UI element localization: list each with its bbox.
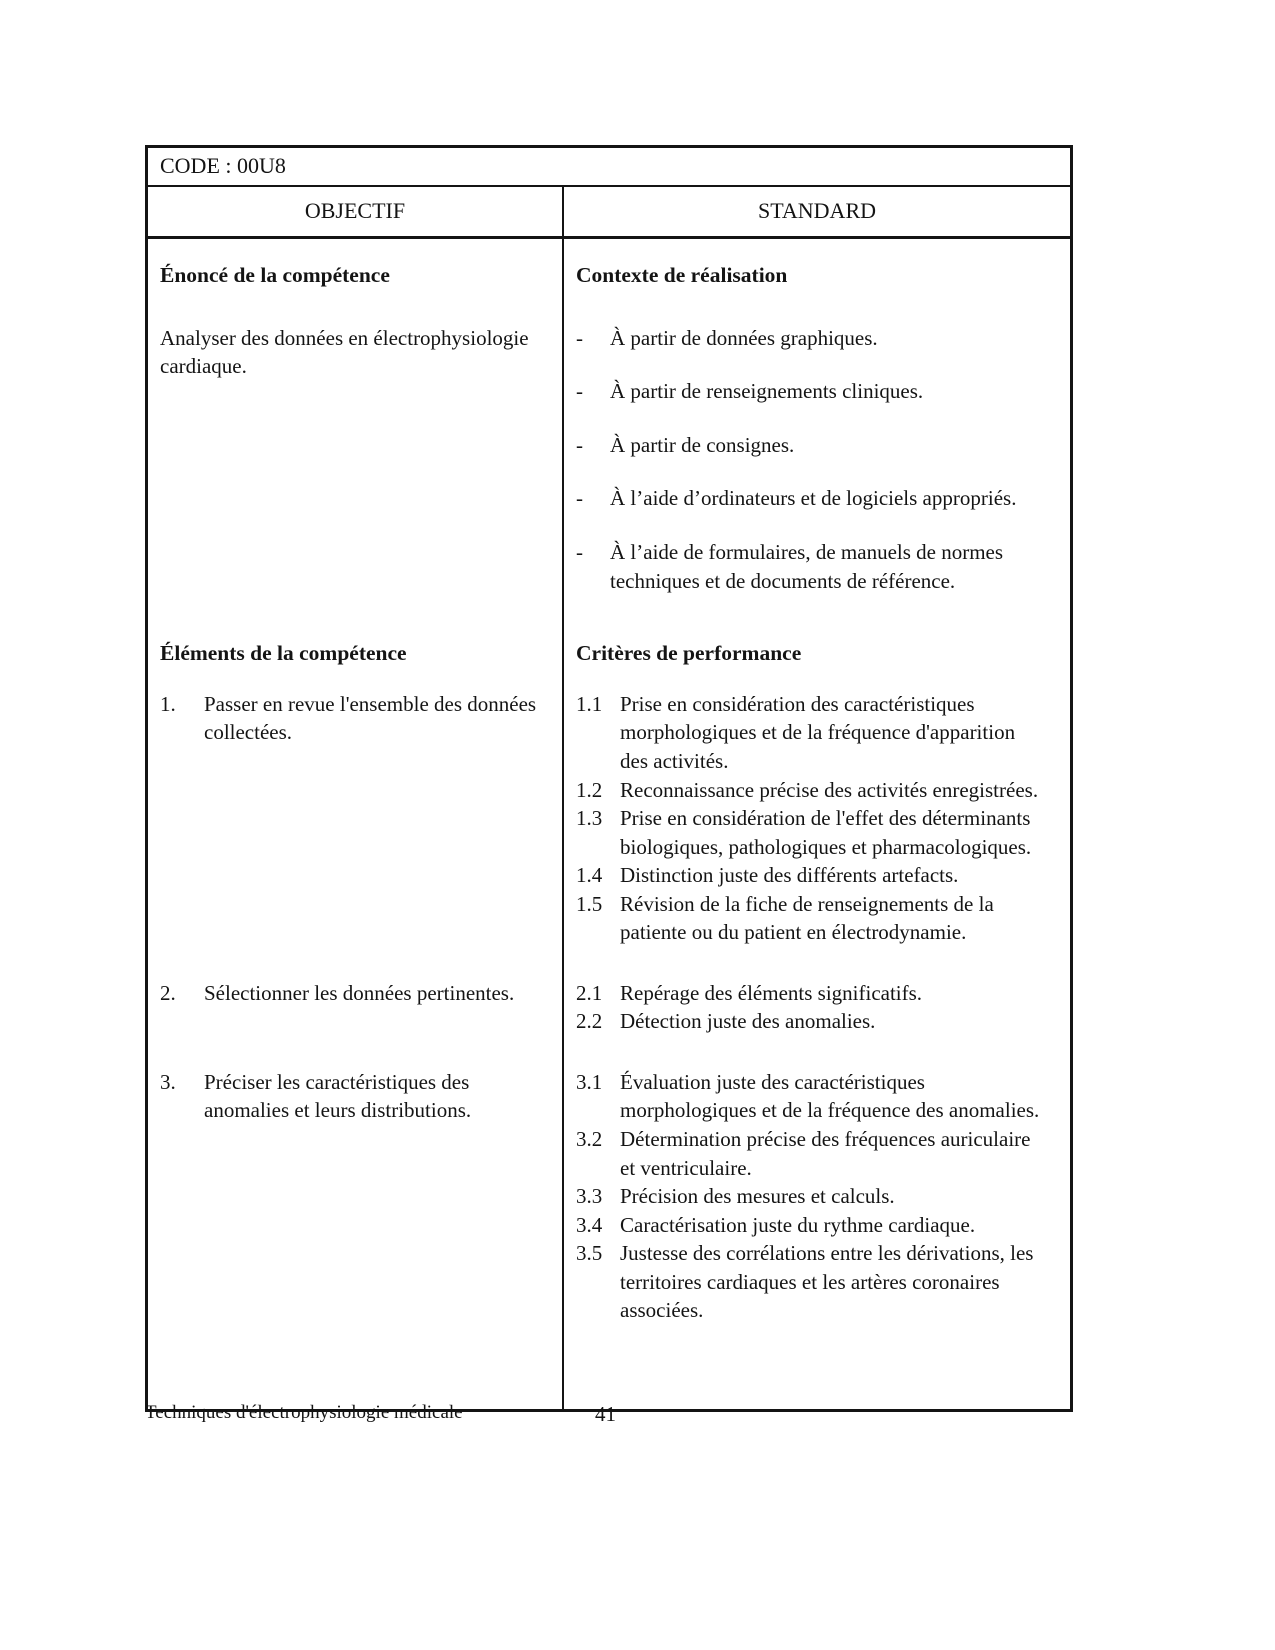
- contexte-title: Contexte de réalisation: [576, 263, 788, 287]
- criterion-number: 2.2: [576, 1009, 603, 1034]
- criterion-text: Reconnaissance précise des activités enregistrées.: [620, 777, 1039, 802]
- criterion-number: 1.5: [576, 891, 603, 916]
- row-element-1: [148, 690, 1070, 979]
- code-cell: CODE : 00U8: [148, 148, 1070, 187]
- criterion-text: Détection juste des anomalies.: [620, 1009, 876, 1034]
- dash-bullet: -: [576, 432, 583, 457]
- row-element-2: [148, 979, 1070, 1068]
- criterion-number: 3.2: [576, 1126, 603, 1151]
- criterion-item: [576, 1182, 1048, 1211]
- list-item: [576, 324, 1048, 353]
- column-headers: [148, 187, 1070, 239]
- criterion-text: Caractérisation juste du rythme cardiaque.: [620, 1212, 976, 1237]
- criterion-number: 1.2: [576, 777, 603, 802]
- element-text: Sélectionner les données pertinentes.: [204, 980, 515, 1005]
- row-statement-context: [148, 324, 1070, 639]
- context-item-text: À l’aide d’ordinateurs et de logiciels appropriés.: [610, 486, 1017, 511]
- row-titles-2: [148, 639, 1070, 690]
- elements-title: Éléments de la compétence: [160, 641, 407, 666]
- element-number: 2.: [160, 980, 176, 1005]
- table-body: [148, 239, 1070, 1409]
- criterion-item: [576, 804, 1048, 861]
- dash-bullet: -: [576, 325, 583, 350]
- criterion-text: Prise en considération des caractéristiques morphologiques et de la fréquence d'apparition des activités.: [620, 691, 1016, 773]
- criterion-text: Précision des mesures et calculs.: [620, 1184, 895, 1209]
- context-item-text: À partir de renseignements cliniques.: [610, 379, 924, 404]
- criterion-item: [576, 1239, 1048, 1325]
- criterion-text: Révision de la fiche de renseignements de la patiente ou du patient en électrodynamie.: [620, 891, 994, 945]
- criterion-item: [576, 861, 1048, 890]
- criterion-text: Distinction juste des différents artefacts.: [620, 863, 959, 888]
- criterion-text: Repérage des éléments significatifs.: [620, 980, 923, 1005]
- criterion-number: 1.4: [576, 863, 603, 888]
- page-footer: [145, 1402, 1073, 1424]
- list-item: [576, 431, 1048, 460]
- criterion-item: [576, 690, 1048, 776]
- criterion-item: [576, 1007, 1048, 1036]
- dash-bullet: -: [576, 539, 583, 564]
- row-titles-1: [148, 239, 1070, 324]
- criteres-title: Critères de performance: [576, 641, 802, 666]
- list-item: [576, 377, 1048, 406]
- criterion-number: 1.1: [576, 691, 603, 716]
- element-text: Passer en revue l'ensemble des données collectées.: [204, 691, 537, 745]
- criterion-text: Détermination précise des fréquences auriculaire et ventriculaire.: [620, 1126, 1031, 1180]
- footer-program-name: Techniques d'électrophysiologie médicale: [145, 1402, 463, 1423]
- criterion-item: [576, 776, 1048, 805]
- element-number: 1.: [160, 691, 176, 716]
- element-number: 3.: [160, 1069, 176, 1094]
- criterion-item: [576, 979, 1048, 1008]
- element-text: Préciser les caractéristiques des anomalies et leurs distributions.: [204, 1069, 472, 1123]
- element-item: [160, 690, 548, 747]
- criterion-item: [576, 1211, 1048, 1240]
- element-item: [160, 1068, 548, 1125]
- criterion-text: Justesse des corrélations entre les dérivations, les territoires cardiaques et les artères coronaires associées.: [620, 1241, 1034, 1323]
- criterion-number: 3.5: [576, 1241, 603, 1266]
- list-item: [576, 538, 1048, 595]
- context-item-text: À partir de données graphiques.: [610, 325, 878, 350]
- criterion-text: Évaluation juste des caractéristiques morphologiques et de la fréquence des anomalies.: [620, 1069, 1040, 1123]
- page-number: 41: [595, 1402, 616, 1426]
- criterion-item: [576, 1125, 1048, 1182]
- element-item: [160, 979, 548, 1008]
- context-item-text: À l’aide de formulaires, de manuels de normes techniques et de documents de référence.: [610, 539, 1004, 593]
- criterion-text: Prise en considération de l'effet des déterminants biologiques, pathologiques et pharmacologiques.: [620, 806, 1032, 859]
- competency-table: [145, 145, 1073, 1412]
- dash-bullet: -: [576, 486, 583, 511]
- criterion-number: 1.3: [576, 806, 603, 831]
- context-item-text: À partir de consignes.: [610, 432, 795, 457]
- dash-bullet: -: [576, 379, 583, 404]
- criterion-number: 3.4: [576, 1212, 603, 1237]
- list-item: [576, 484, 1048, 513]
- row-element-3: [148, 1068, 1070, 1409]
- column-header-objectif: OBJECTIF: [148, 187, 564, 236]
- criterion-number: 3.3: [576, 1184, 603, 1209]
- criterion-number: 2.1: [576, 980, 603, 1005]
- criterion-number: 3.1: [576, 1069, 603, 1094]
- competence-title: Énoncé de la compétence: [160, 263, 390, 287]
- column-header-standard: STANDARD: [757, 198, 877, 223]
- competence-statement: Analyser des données en électrophysiologie cardiaque.: [160, 325, 529, 379]
- criterion-item: [576, 890, 1048, 947]
- criterion-item: [576, 1068, 1048, 1125]
